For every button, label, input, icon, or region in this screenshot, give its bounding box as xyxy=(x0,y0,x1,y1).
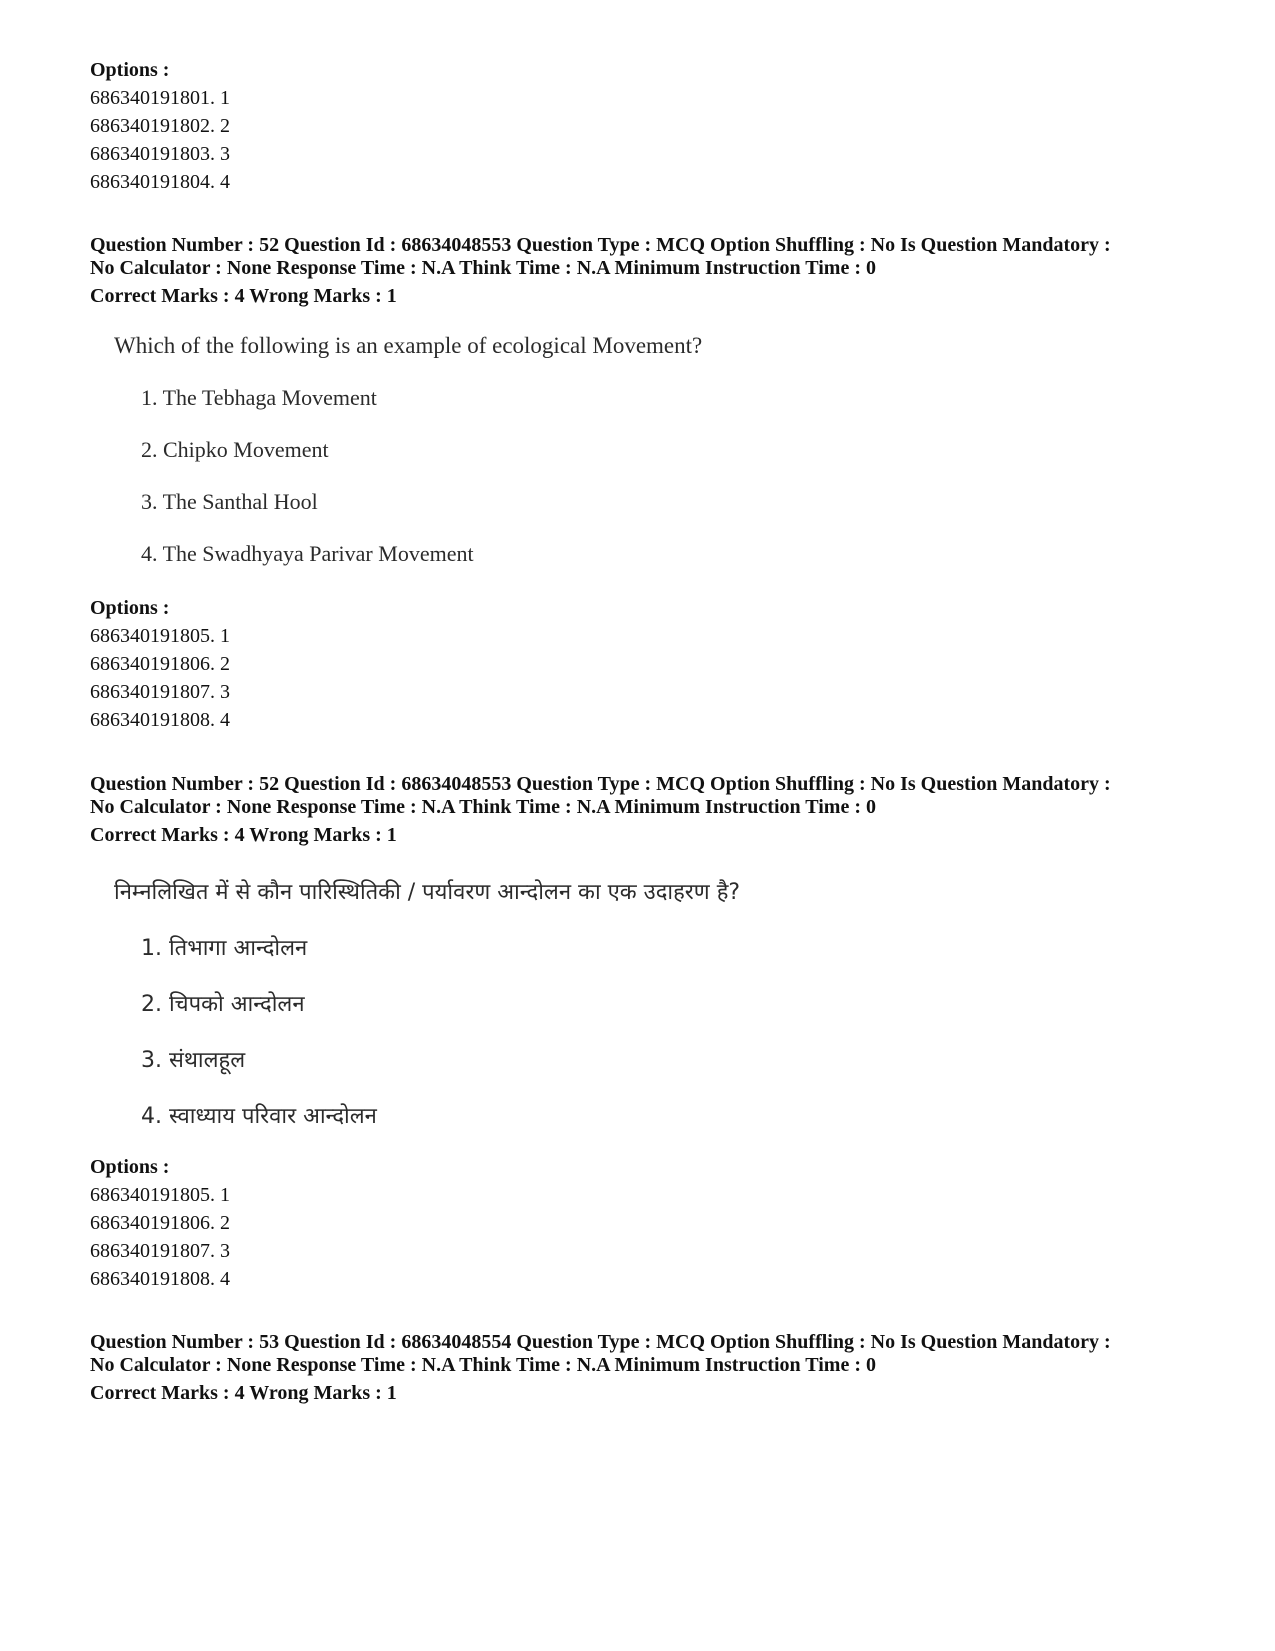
question-meta-line1: Question Number : 52 Question Id : 68634048553 Question Type : MCQ Option Shuffling : No Is Question Mandatory : xyxy=(90,773,1111,795)
option-line: 686340191803. 3 xyxy=(90,143,230,165)
option-line: 686340191808. 4 xyxy=(90,709,230,731)
question-choice: 4. स्वाध्याय परिवार आन्दोलन xyxy=(141,1104,377,1129)
options-label: Options : xyxy=(90,1156,170,1178)
question-meta-line2: No Calculator : None Response Time : N.A Think Time : N.A Minimum Instruction Time : 0 xyxy=(90,257,876,279)
option-line: 686340191807. 3 xyxy=(90,681,230,703)
question-choice: 1. The Tebhaga Movement xyxy=(141,385,377,410)
question-choice: 3. संथालहूल xyxy=(141,1048,246,1073)
question-choice: 2. चिपको आन्दोलन xyxy=(141,992,305,1017)
question-meta-line1: Question Number : 53 Question Id : 68634048554 Question Type : MCQ Option Shuffling : No Is Question Mandatory : xyxy=(90,1331,1111,1353)
question-meta-line2: No Calculator : None Response Time : N.A Think Time : N.A Minimum Instruction Time : 0 xyxy=(90,1354,876,1376)
option-line: 686340191806. 2 xyxy=(90,1212,230,1234)
option-line: 686340191805. 1 xyxy=(90,1184,230,1206)
question-choice: 1. तिभागा आन्दोलन xyxy=(141,936,308,961)
question-marks: Correct Marks : 4 Wrong Marks : 1 xyxy=(90,824,397,846)
question-meta-line1: Question Number : 52 Question Id : 68634048553 Question Type : MCQ Option Shuffling : No Is Question Mandatory : xyxy=(90,234,1111,256)
question-meta-line2: No Calculator : None Response Time : N.A Think Time : N.A Minimum Instruction Time : 0 xyxy=(90,796,876,818)
question-choice: 2. Chipko Movement xyxy=(141,437,329,462)
option-line: 686340191805. 1 xyxy=(90,625,230,647)
question-choice: 3. The Santhal Hool xyxy=(141,489,318,514)
option-line: 686340191802. 2 xyxy=(90,115,230,137)
question-marks: Correct Marks : 4 Wrong Marks : 1 xyxy=(90,1382,397,1404)
question-marks: Correct Marks : 4 Wrong Marks : 1 xyxy=(90,285,397,307)
option-line: 686340191801. 1 xyxy=(90,87,230,109)
option-line: 686340191804. 4 xyxy=(90,171,230,193)
question-choice: 4. The Swadhyaya Parivar Movement xyxy=(141,541,474,566)
question-text: निम्नलिखित में से कौन पारिस्थितिकी / पर्यावरण आन्दोलन का एक उदाहरण है? xyxy=(114,880,741,905)
option-line: 686340191808. 4 xyxy=(90,1268,230,1290)
option-line: 686340191807. 3 xyxy=(90,1240,230,1262)
options-label: Options : xyxy=(90,597,170,619)
option-line: 686340191806. 2 xyxy=(90,653,230,675)
question-text: Which of the following is an example of ecological Movement? xyxy=(114,333,703,358)
options-label: Options : xyxy=(90,59,170,81)
